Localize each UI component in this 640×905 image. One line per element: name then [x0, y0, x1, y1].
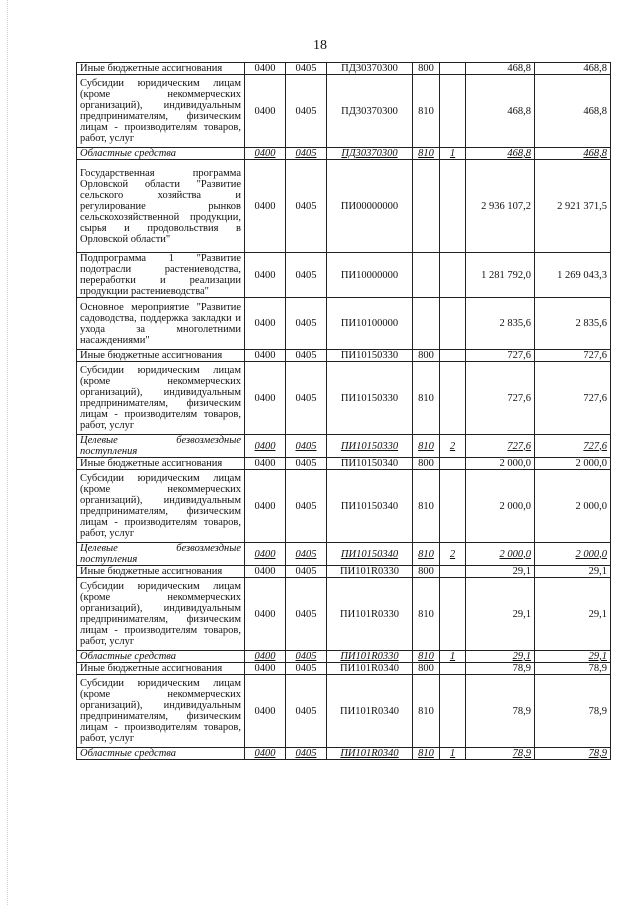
- amount-year2-cell: 468,8: [535, 63, 611, 75]
- subsection-code-cell: 0405: [286, 148, 327, 160]
- subsection-code-cell: 0405: [286, 470, 327, 543]
- table-row: [77, 543, 611, 566]
- funding-source-cell: [440, 663, 466, 675]
- amount-year1-cell: 78,9: [466, 675, 535, 748]
- table-row: [77, 350, 611, 362]
- amount-year2-cell: 727,6: [535, 435, 611, 458]
- row-name-cell: Государственная программа Орловской области "Развитие сельского хозяйства и регулирование рынков сельскохозяйственной продукции, сырья и продовольствия в Орловской области": [77, 160, 245, 253]
- section-code-cell: 0400: [245, 470, 286, 543]
- target-article-cell: ПИ10150330: [327, 435, 413, 458]
- row-name-cell: Иные бюджетные ассигнования: [77, 458, 245, 470]
- subsection-code-cell: 0405: [286, 458, 327, 470]
- table-row: [77, 578, 611, 651]
- target-article-cell: ПД30370300: [327, 148, 413, 160]
- amount-year1-cell: 727,6: [466, 362, 535, 435]
- table-row: [77, 298, 611, 350]
- section-code-cell: 0400: [245, 578, 286, 651]
- row-name-cell: Субсидии юридическим лицам (кроме некоммерческих организаций), индивидуальным предпринимателям, физическим лицам - производителям товаров, работ, услуг: [77, 470, 245, 543]
- amount-year1-cell: 727,6: [466, 350, 535, 362]
- table-row: [77, 651, 611, 663]
- row-name-cell: Подпрограмма 1 "Развитие подотрасли растениеводства, переработки и реализации продукции растениеводства": [77, 253, 245, 298]
- section-code-cell: 0400: [245, 75, 286, 148]
- target-article-cell: ПИ10150330: [327, 350, 413, 362]
- expense-type-cell: 810: [413, 748, 440, 760]
- amount-year1-cell: 2 835,6: [466, 298, 535, 350]
- funding-source-cell: [440, 566, 466, 578]
- subsection-code-cell: 0405: [286, 543, 327, 566]
- amount-year2-cell: 1 269 043,3: [535, 253, 611, 298]
- table-body: [77, 63, 611, 760]
- row-name-cell: Целевые безвозмездные поступления: [77, 435, 245, 458]
- table-row: [77, 663, 611, 675]
- target-article-cell: ПД30370300: [327, 75, 413, 148]
- row-name-cell: Субсидии юридическим лицам (кроме некоммерческих организаций), индивидуальным предпринимателям, физическим лицам - производителям товаров, работ, услуг: [77, 675, 245, 748]
- row-name-cell: Целевые безвозмездные поступления: [77, 543, 245, 566]
- target-article-cell: ПИ10000000: [327, 253, 413, 298]
- subsection-code-cell: 0405: [286, 63, 327, 75]
- funding-source-cell: [440, 675, 466, 748]
- subsection-code-cell: 0405: [286, 350, 327, 362]
- expense-type-cell: 810: [413, 578, 440, 651]
- amount-year2-cell: 2 835,6: [535, 298, 611, 350]
- table-row: [77, 63, 611, 75]
- table-row: [77, 160, 611, 253]
- amount-year1-cell: 468,8: [466, 63, 535, 75]
- subsection-code-cell: 0405: [286, 253, 327, 298]
- target-article-cell: ПИ00000000: [327, 160, 413, 253]
- expense-type-cell: 810: [413, 435, 440, 458]
- row-name-cell: Иные бюджетные ассигнования: [77, 350, 245, 362]
- section-code-cell: 0400: [245, 148, 286, 160]
- amount-year2-cell: 78,9: [535, 663, 611, 675]
- table-row: [77, 148, 611, 160]
- funding-source-cell: [440, 253, 466, 298]
- target-article-cell: ПИ10150340: [327, 458, 413, 470]
- expense-type-cell: 800: [413, 566, 440, 578]
- page-edge-marks: [7, 0, 9, 905]
- target-article-cell: ПИ101R0340: [327, 675, 413, 748]
- amount-year1-cell: 2 000,0: [466, 543, 535, 566]
- section-code-cell: 0400: [245, 543, 286, 566]
- target-article-cell: ПИ101R0340: [327, 663, 413, 675]
- target-article-cell: ПИ10150340: [327, 470, 413, 543]
- amount-year1-cell: 2 000,0: [466, 470, 535, 543]
- amount-year1-cell: 468,8: [466, 148, 535, 160]
- section-code-cell: 0400: [245, 253, 286, 298]
- row-name-cell: Областные средства: [77, 148, 245, 160]
- section-code-cell: 0400: [245, 458, 286, 470]
- amount-year1-cell: 29,1: [466, 566, 535, 578]
- funding-source-cell: 1: [440, 148, 466, 160]
- row-name-cell: Субсидии юридическим лицам (кроме некоммерческих организаций), индивидуальным предпринимателям, физическим лицам - производителям товаров, работ, услуг: [77, 578, 245, 651]
- expense-type-cell: 800: [413, 63, 440, 75]
- subsection-code-cell: 0405: [286, 578, 327, 651]
- section-code-cell: 0400: [245, 63, 286, 75]
- amount-year1-cell: 468,8: [466, 75, 535, 148]
- row-name-cell: Субсидии юридическим лицам (кроме некоммерческих организаций), индивидуальным предпринимателям, физическим лицам - производителям товаров, работ, услуг: [77, 75, 245, 148]
- subsection-code-cell: 0405: [286, 566, 327, 578]
- amount-year2-cell: 2 000,0: [535, 458, 611, 470]
- section-code-cell: 0400: [245, 298, 286, 350]
- target-article-cell: ПИ101R0330: [327, 578, 413, 651]
- target-article-cell: ПИ10150340: [327, 543, 413, 566]
- expense-type-cell: 810: [413, 651, 440, 663]
- funding-source-cell: [440, 578, 466, 651]
- expense-type-cell: 800: [413, 350, 440, 362]
- table-row: [77, 748, 611, 760]
- target-article-cell: ПИ101R0340: [327, 748, 413, 760]
- subsection-code-cell: 0405: [286, 362, 327, 435]
- expense-type-cell: 810: [413, 470, 440, 543]
- amount-year2-cell: 78,9: [535, 748, 611, 760]
- expense-type-cell: 800: [413, 458, 440, 470]
- section-code-cell: 0400: [245, 362, 286, 435]
- subsection-code-cell: 0405: [286, 748, 327, 760]
- target-article-cell: ПИ101R0330: [327, 566, 413, 578]
- subsection-code-cell: 0405: [286, 663, 327, 675]
- subsection-code-cell: 0405: [286, 160, 327, 253]
- section-code-cell: 0400: [245, 160, 286, 253]
- amount-year2-cell: 29,1: [535, 651, 611, 663]
- expense-type-cell: [413, 160, 440, 253]
- table-row: [77, 675, 611, 748]
- section-code-cell: 0400: [245, 651, 286, 663]
- funding-source-cell: [440, 160, 466, 253]
- expense-type-cell: 810: [413, 675, 440, 748]
- subsection-code-cell: 0405: [286, 651, 327, 663]
- amount-year2-cell: 78,9: [535, 675, 611, 748]
- amount-year2-cell: 727,6: [535, 350, 611, 362]
- subsection-code-cell: 0405: [286, 435, 327, 458]
- amount-year2-cell: 2 921 371,5: [535, 160, 611, 253]
- page-number: 18: [313, 38, 327, 53]
- expense-type-cell: [413, 253, 440, 298]
- expense-type-cell: 810: [413, 543, 440, 566]
- section-code-cell: 0400: [245, 663, 286, 675]
- funding-source-cell: 2: [440, 435, 466, 458]
- funding-source-cell: [440, 362, 466, 435]
- row-name-cell: Областные средства: [77, 748, 245, 760]
- amount-year2-cell: 727,6: [535, 362, 611, 435]
- funding-source-cell: [440, 458, 466, 470]
- amount-year1-cell: 29,1: [466, 578, 535, 651]
- row-name-cell: Иные бюджетные ассигнования: [77, 663, 245, 675]
- funding-source-cell: [440, 470, 466, 543]
- subsection-code-cell: 0405: [286, 75, 327, 148]
- subsection-code-cell: 0405: [286, 675, 327, 748]
- expense-type-cell: 810: [413, 362, 440, 435]
- budget-table: [76, 62, 611, 760]
- amount-year1-cell: 78,9: [466, 748, 535, 760]
- amount-year1-cell: 1 281 792,0: [466, 253, 535, 298]
- amount-year1-cell: 2 000,0: [466, 458, 535, 470]
- amount-year2-cell: 29,1: [535, 578, 611, 651]
- funding-source-cell: [440, 63, 466, 75]
- row-name-cell: Иные бюджетные ассигнования: [77, 566, 245, 578]
- target-article-cell: ПИ101R0330: [327, 651, 413, 663]
- section-code-cell: 0400: [245, 748, 286, 760]
- funding-source-cell: 2: [440, 543, 466, 566]
- table-row: [77, 566, 611, 578]
- funding-source-cell: 1: [440, 651, 466, 663]
- section-code-cell: 0400: [245, 566, 286, 578]
- table-row: [77, 362, 611, 435]
- row-name-cell: Областные средства: [77, 651, 245, 663]
- expense-type-cell: 800: [413, 663, 440, 675]
- amount-year2-cell: 29,1: [535, 566, 611, 578]
- section-code-cell: 0400: [245, 675, 286, 748]
- amount-year2-cell: 2 000,0: [535, 470, 611, 543]
- funding-source-cell: [440, 298, 466, 350]
- table-row: [77, 253, 611, 298]
- expense-type-cell: [413, 298, 440, 350]
- funding-source-cell: [440, 350, 466, 362]
- target-article-cell: ПИ10100000: [327, 298, 413, 350]
- row-name-cell: Субсидии юридическим лицам (кроме некоммерческих организаций), индивидуальным предпринимателям, физическим лицам - производителям товаров, работ, услуг: [77, 362, 245, 435]
- table-row: [77, 458, 611, 470]
- target-article-cell: ПД30370300: [327, 63, 413, 75]
- section-code-cell: 0400: [245, 435, 286, 458]
- amount-year1-cell: 29,1: [466, 651, 535, 663]
- row-name-cell: Основное мероприятие "Развитие садоводства, поддержка закладки и ухода за многолетними насаждениями": [77, 298, 245, 350]
- amount-year2-cell: 468,8: [535, 75, 611, 148]
- amount-year1-cell: 2 936 107,2: [466, 160, 535, 253]
- table-row: [77, 75, 611, 148]
- amount-year1-cell: 727,6: [466, 435, 535, 458]
- table-row: [77, 470, 611, 543]
- target-article-cell: ПИ10150330: [327, 362, 413, 435]
- row-name-cell: Иные бюджетные ассигнования: [77, 63, 245, 75]
- section-code-cell: 0400: [245, 350, 286, 362]
- expense-type-cell: 810: [413, 75, 440, 148]
- table-row: [77, 435, 611, 458]
- funding-source-cell: 1: [440, 748, 466, 760]
- subsection-code-cell: 0405: [286, 298, 327, 350]
- funding-source-cell: [440, 75, 466, 148]
- expense-type-cell: 810: [413, 148, 440, 160]
- amount-year2-cell: 2 000,0: [535, 543, 611, 566]
- amount-year1-cell: 78,9: [466, 663, 535, 675]
- amount-year2-cell: 468,8: [535, 148, 611, 160]
